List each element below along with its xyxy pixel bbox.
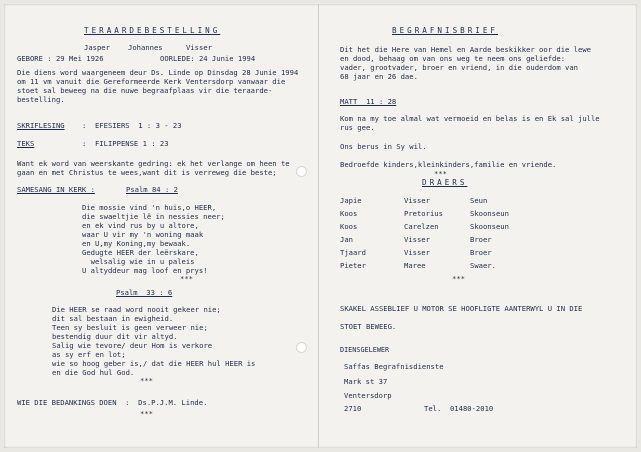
bearer-first-name: Tjaard bbox=[340, 248, 366, 257]
bearer-surname: Visser bbox=[404, 248, 430, 257]
psalm1-label: Psalm 84 : 2 bbox=[126, 185, 178, 194]
verse-line: rus gee. bbox=[340, 123, 375, 132]
bearer-surname: Pretorius bbox=[404, 209, 443, 218]
intro-line: stoet sal beweeg na die nuwe begraafplaas vir die teraarde- bbox=[17, 86, 273, 95]
reading-label: SKRIFLESING bbox=[17, 121, 65, 130]
psalm2-line: as sy erf en lot; bbox=[52, 350, 126, 359]
service-provider-line: Saffas Begrafnisdienste bbox=[344, 362, 444, 371]
psalm1-line: die swaeltjie lê in nessies neer; bbox=[82, 212, 225, 221]
psalm2-line: Salig wie tevore/ deur Hom is verkore bbox=[52, 341, 213, 350]
right-title: BEGRAFNISBRIEF bbox=[392, 26, 499, 35]
death-date: OORLEDE: 24 Junie 1994 bbox=[160, 54, 256, 63]
name-first: Jasper bbox=[84, 43, 110, 52]
verse-line: Kom na my toe almal wat vermoeid en belas is en Ek sal julle bbox=[340, 114, 600, 123]
service-provider-line: Ventersdorp bbox=[344, 391, 392, 400]
bearer-relation: Broer bbox=[470, 248, 492, 257]
bearers-relations bbox=[470, 194, 509, 272]
announcement-line: en dood, behaag om van ons weg te neem ons geliefde: bbox=[340, 54, 566, 63]
bearer-first-name: Koos bbox=[340, 222, 358, 231]
text-quote-line: gaan en met Christus te wees,want dit is verreweg die beste; bbox=[17, 168, 277, 177]
service-provider-line: Mark st 37 bbox=[344, 377, 388, 386]
bearer-first-name: Koos bbox=[340, 209, 358, 218]
bearers-stars: *** bbox=[452, 274, 465, 283]
announcement-line: Dit het die Here van Hemel en Aarde beskikker oor die lewe bbox=[340, 45, 591, 54]
name-surname: Visser bbox=[186, 43, 212, 52]
telephone: Tel. 01480-2010 bbox=[424, 404, 494, 413]
notice-line: STOET BEWEEG. bbox=[340, 322, 397, 331]
psalm2-line: Teen sy besluit is geen verweer nie; bbox=[52, 323, 208, 332]
name-second: Johannes bbox=[128, 43, 163, 52]
bearer-relation: Broer bbox=[470, 235, 492, 244]
announcement-line: vader, grootvader, broer en vriend, in die ouderdom van bbox=[340, 63, 578, 72]
text-value: : FILIPPENSE 1 : 23 bbox=[82, 139, 169, 148]
left-title: TERAARDEBESTELLING bbox=[84, 26, 221, 35]
resting-line: Ons berus in Sy wil. bbox=[340, 142, 427, 151]
bearers-surnames bbox=[404, 194, 443, 272]
bearer-first-name: Pieter bbox=[340, 261, 366, 270]
intro-line: om 11 vm vanuit die Gereformeerde Kerk Ventersdorp vanwaar die bbox=[17, 77, 286, 86]
page-fold bbox=[318, 4, 319, 448]
psalm2-line: Die HEER se raad word nooit gekeer nie; bbox=[52, 305, 221, 314]
bearer-surname: Visser bbox=[404, 196, 430, 205]
bearer-surname: Carelzen bbox=[404, 222, 439, 231]
service-provider-label: DIENSGELEWER bbox=[340, 346, 390, 354]
bearer-surname: Maree bbox=[404, 261, 426, 270]
bearers-first-names bbox=[340, 194, 366, 272]
bearer-relation: Swaer. bbox=[470, 261, 496, 270]
text-quote-line: Want ek word van weerskante gedring: ek het verlange om heen te bbox=[17, 159, 290, 168]
bearer-surname: Visser bbox=[404, 235, 430, 244]
psalm2-stars: *** bbox=[140, 376, 153, 385]
bearers-title: DRAERS bbox=[422, 178, 468, 187]
punch-hole-top bbox=[296, 166, 307, 177]
psalm2-label: Psalm 33 : 6 bbox=[116, 288, 173, 297]
psalm1-stars: *** bbox=[180, 274, 193, 283]
intro-line: bestelling. bbox=[17, 95, 65, 104]
psalm1-line: U altyddeur mag loof en prys! bbox=[82, 266, 208, 275]
postcode: 2710 bbox=[344, 404, 362, 413]
birth-date: GEBORE : 29 Mei 1926 bbox=[17, 54, 104, 63]
psalm1-line: welsalig wie in u paleis bbox=[82, 257, 195, 266]
text-label: TEKS bbox=[17, 139, 35, 148]
psalm1-line: en ek vind rus by u altore, bbox=[82, 221, 199, 230]
psalm1-line: Die mossie vind 'n huis,o HEER, bbox=[82, 203, 217, 212]
notice-line: SKAKEL ASSEBLIEF U MOTOR SE HOOFLIGTE AANTERWYL U IN DIE bbox=[340, 304, 583, 313]
reading-value: : EFESIERS 1 : 3 - 23 bbox=[82, 121, 182, 130]
psalm2-line: dit sal bestaan in ewigheid. bbox=[52, 314, 174, 323]
bereaved-stars: *** bbox=[434, 169, 447, 178]
singing-label: SAMESANG IN KERK : bbox=[17, 185, 95, 194]
psalm2-line: en die God hul God. bbox=[52, 368, 135, 377]
punch-hole-bottom bbox=[296, 342, 307, 353]
verse-reference: MATT 11 : 28 bbox=[340, 97, 397, 106]
bereaved-line: Bedroefde kinders,kleinkinders,familie en vriende. bbox=[340, 160, 557, 169]
bearer-first-name: Jan bbox=[340, 235, 353, 244]
left-end-stars: *** bbox=[140, 409, 153, 418]
intro-line: Die diens word waargeneem deur Ds. Linde op Dinsdag 28 Junie 1994 bbox=[17, 68, 299, 77]
bearer-relation: Skoonseun bbox=[470, 209, 509, 218]
officiant: WIE DIE BEDANKINGS DOEN : Ds.P.J.M. Linde. bbox=[17, 398, 208, 407]
psalm1-line: waar U vir my 'n woning maak bbox=[82, 230, 204, 239]
bearer-relation: Seun bbox=[470, 196, 488, 205]
psalm2-line: bestendig duur dit vir altyd. bbox=[52, 332, 178, 341]
psalm2-line: wie so hoog geber is,/ dat die HEER hul HEER is bbox=[52, 359, 256, 368]
psalm1-line: en U,my Koning,my bewaak. bbox=[82, 239, 191, 248]
announcement-line: 68 jaar en 26 dae. bbox=[340, 72, 418, 81]
bearer-relation: Skoonseun bbox=[470, 222, 509, 231]
bearer-first-name: Japie bbox=[340, 196, 362, 205]
psalm1-line: Gedugte HEER der leërskare, bbox=[82, 248, 199, 257]
